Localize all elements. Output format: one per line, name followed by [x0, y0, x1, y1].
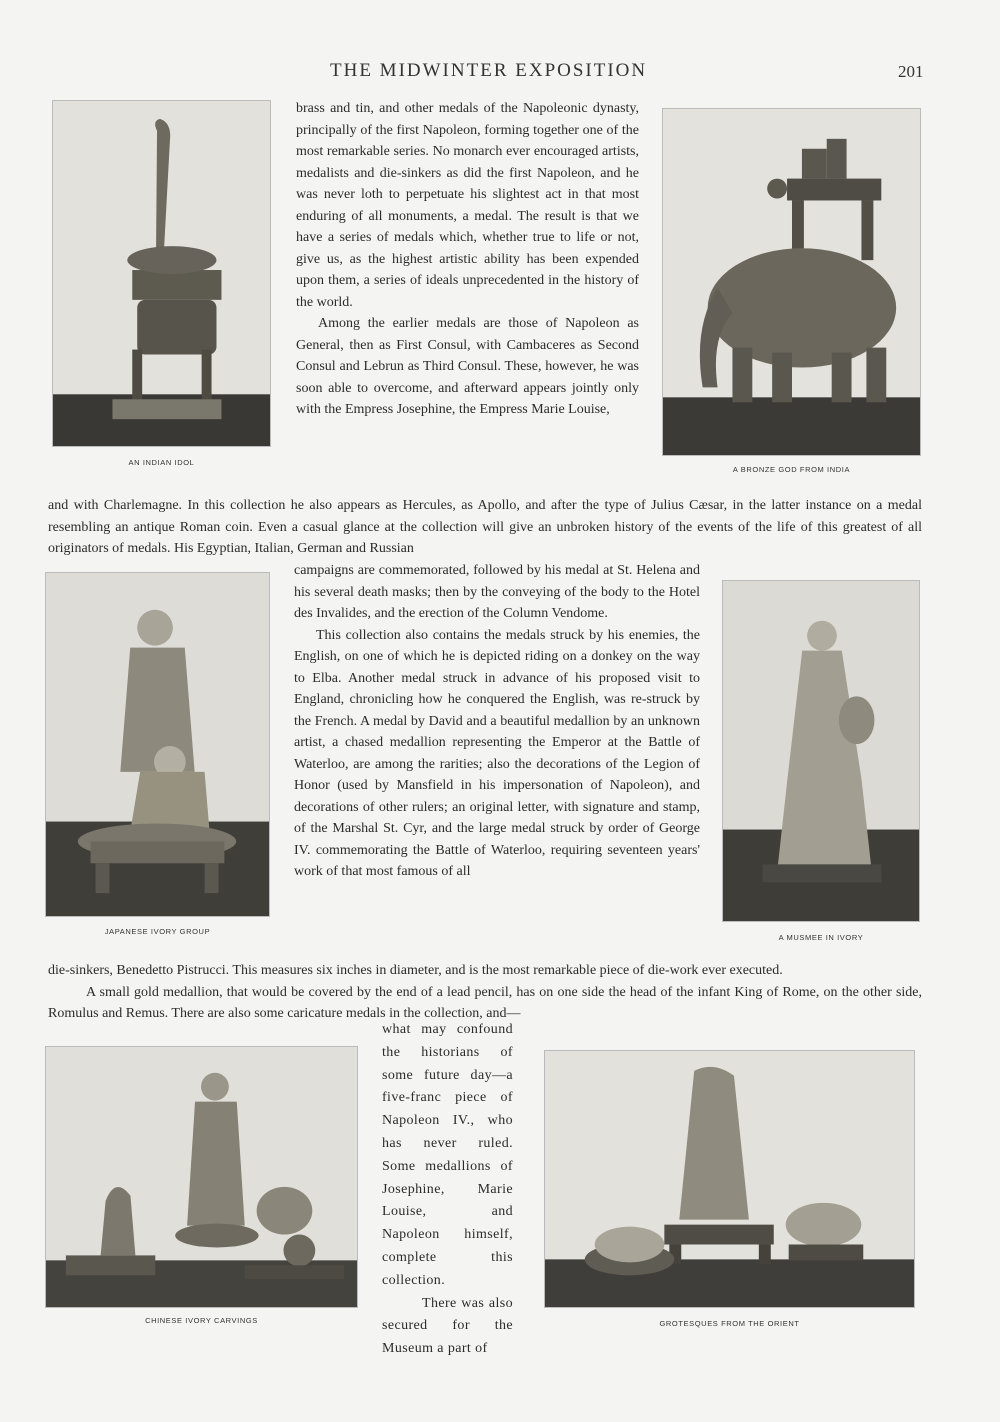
text-full-width-2	[48, 960, 922, 1025]
text-full-width-1	[48, 495, 922, 560]
bronze-god-caption: A BRONZE GOD FROM INDIA	[732, 465, 851, 474]
paragraph: Among the earlier medals are those of Napoleon as General, then as First Consul, with Cambaceres as Second Consul and Lebrun as Third Consul. These, however, he was soon able to overcome, and afterward appears jointly only with the Empress Josephine, the Empress Marie Louise,	[296, 316, 639, 417]
japanese-ivory-caption: JAPANESE IVORY GROUP	[104, 927, 211, 936]
page-number: 201	[898, 62, 924, 81]
paragraph: A small gold medallion, that would be covered by the end of a lead pencil, has on one side the head of the infant King of Rome, on the other side, Romulus and Remus. There are also some caricature medals in the collection, and—	[48, 984, 922, 1021]
text-column-middle	[294, 560, 700, 883]
paragraph: die-sinkers, Benedetto Pistrucci. This measures six inches in diameter, and is the most remarkable piece of die-work ever executed.	[48, 963, 783, 978]
indian-idol-photo	[52, 100, 271, 447]
paragraph: This collection also contains the medals struck by his enemies, the English, on one of which he is depicted riding on a donkey on the way to Elba. Another medal struck in advance of his proposed visit to England, chronicling how he conquered the English, was re-struck by the French. A medal by David and a beautiful medallion by an unknown artist, a chased medallion representing the Emperor at the Battle of Waterloo, are among the rarities; also the decorations of the Legion of Honor (used by Mansfield in his impersonation of Napoleon), and decorations of other rulers; an original letter, with signature and stamp, of the Marshal St. Cyr, and the large medal struck by order of George IV. commemorating the Battle of Waterloo, requiring seventeen years' work of that most famous of all	[294, 627, 700, 879]
chinese-ivory-caption: CHINESE IVORY CARVINGS	[145, 1316, 258, 1325]
paragraph: There was also secured for the Museum a part of	[382, 1295, 513, 1357]
grotesques-photo	[544, 1050, 915, 1308]
paragraph: campaigns are commemorated, followed by his medal at St. Helena and his several death masks; then by the conveying of the body to the Hotel des Invalides, and the erection of the Column Vendome.	[294, 563, 700, 621]
text-column-narrow	[382, 1019, 513, 1361]
bronze-god-photo	[662, 108, 921, 456]
musmee-caption: A MUSMEE IN IVORY	[778, 933, 864, 942]
paragraph: and with Charlemagne. In this collection he also appears as Hercules, as Apollo, and after the type of Julius Cæsar, in the latter instance on a medal resembling an antique Roman coin. Even a casual glance at the collection will give an unbroken history of the events of the life of this greatest of all originators of medals. His Egyptian, Italian, German and Russian	[48, 498, 922, 556]
running-header: THE MIDWINTER EXPOSITION	[330, 60, 648, 81]
paragraph: what may confound the historians of some future day—a five-franc piece of Napoleon IV., who has never ruled. Some medallions of Josephine, Marie Louise, and Napoleon himself, complete this collection.	[382, 1022, 513, 1288]
grotesques-caption: GROTESQUES FROM THE ORIENT	[659, 1319, 800, 1328]
musmee-photo	[722, 580, 920, 922]
text-column-top	[296, 98, 639, 421]
chinese-ivory-photo	[45, 1046, 358, 1308]
indian-idol-caption: AN INDIAN IDOL	[128, 458, 195, 467]
japanese-ivory-photo	[45, 572, 270, 917]
paragraph: brass and tin, and other medals of the Napoleonic dynasty, principally of the first Napoleon, forming together one of the most remarkable series. No monarch ever encouraged artists, medalists and die-sinkers as did the first Napoleon, and he was never loth to perpetuate his slightest act in that most enduring of all monuments, a medal. The result is that we have a series of medals which, whether true to life or not, give us, as the highest artistic ability has been expended upon them, a series of ideals unprecedented in the history of the world.	[296, 101, 639, 310]
